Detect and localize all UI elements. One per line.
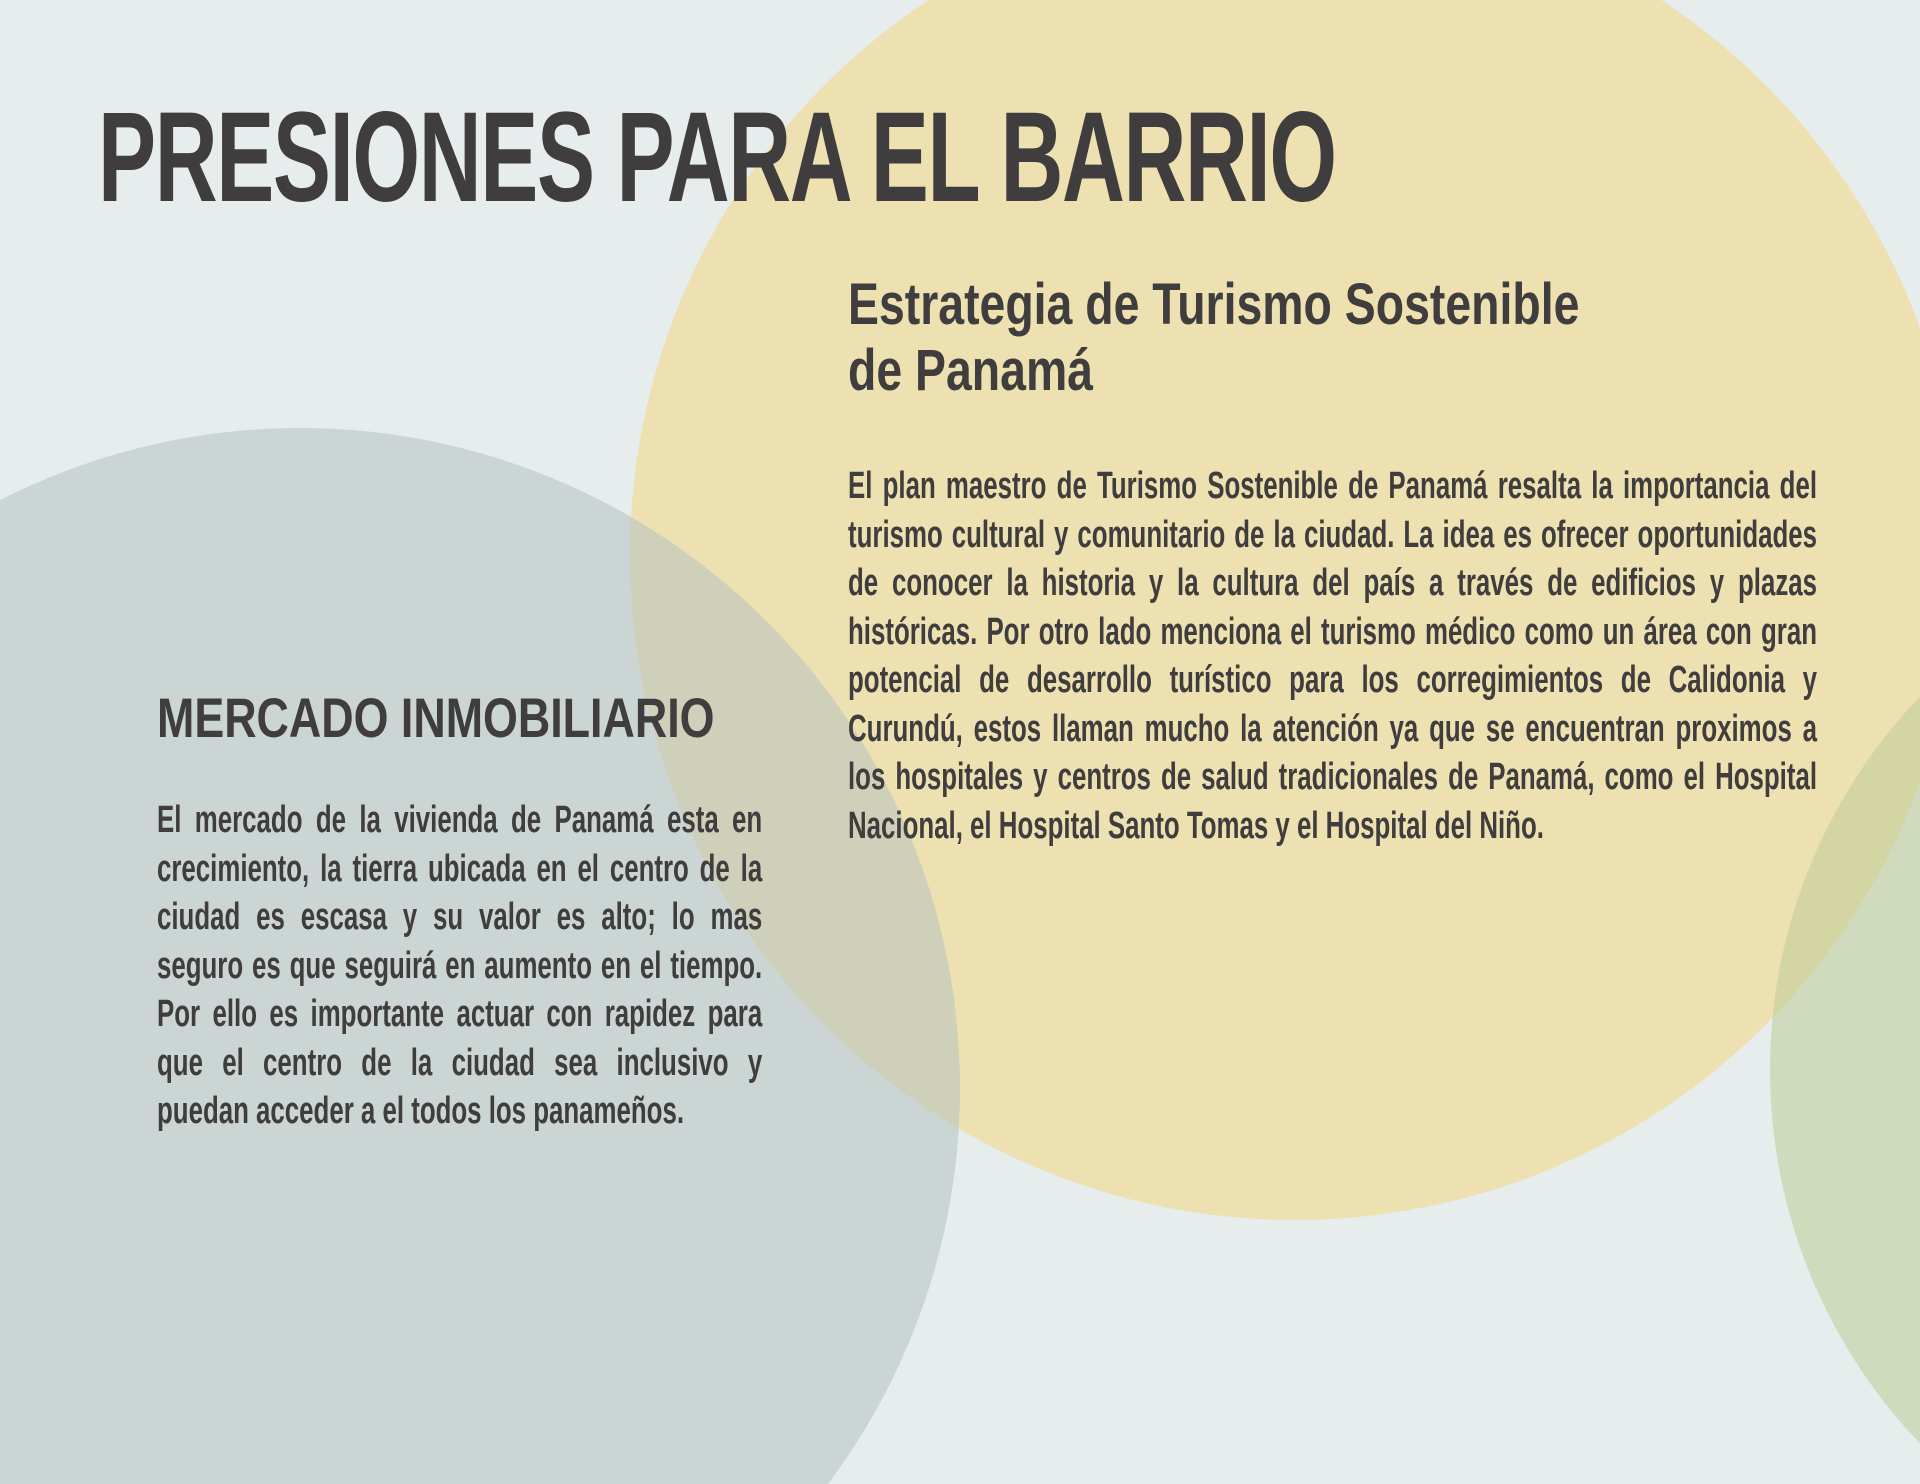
market-heading: MERCADO INMOBILIARIO (157, 686, 715, 749)
market-paragraph: El mercado de la vivienda de Panamá esta en crecimiento, la tierra ubicada en el centro de la ciudad es escasa y su valor es alto; lo mas seguro es que seguirá en aumento en el tiempo. Por ello es importante actuar con rapidez para que el centro de la ciudad sea inclusivo y puedan acceder a el todos los panameños. (157, 799, 763, 1132)
page-title: PRESIONES PARA EL BARRIO (98, 86, 1336, 229)
tourism-paragraph: El plan maestro de Turismo Sostenible de Panamá resalta la importancia del turismo cultural y comunitario de la ciudad. La idea es ofrecer oportunidades de conocer la historia y la cultura del país a través de edificios y plazas históricas. Por otro lado menciona el turismo médico como un área con gran potencial de desarrollo turístico para los corregimientos de Calidonia y Curundú, estos llaman mucho la atención ya que se encuentran proximos a los hospitales y centros de salud tradicionales de Panamá, como el Hospital Nacional, el Hospital Santo Tomas y el Hospital del Niño. (848, 465, 1817, 847)
tourism-heading: Estrategia de Turismo Sostenible de Panamá (848, 272, 1580, 403)
